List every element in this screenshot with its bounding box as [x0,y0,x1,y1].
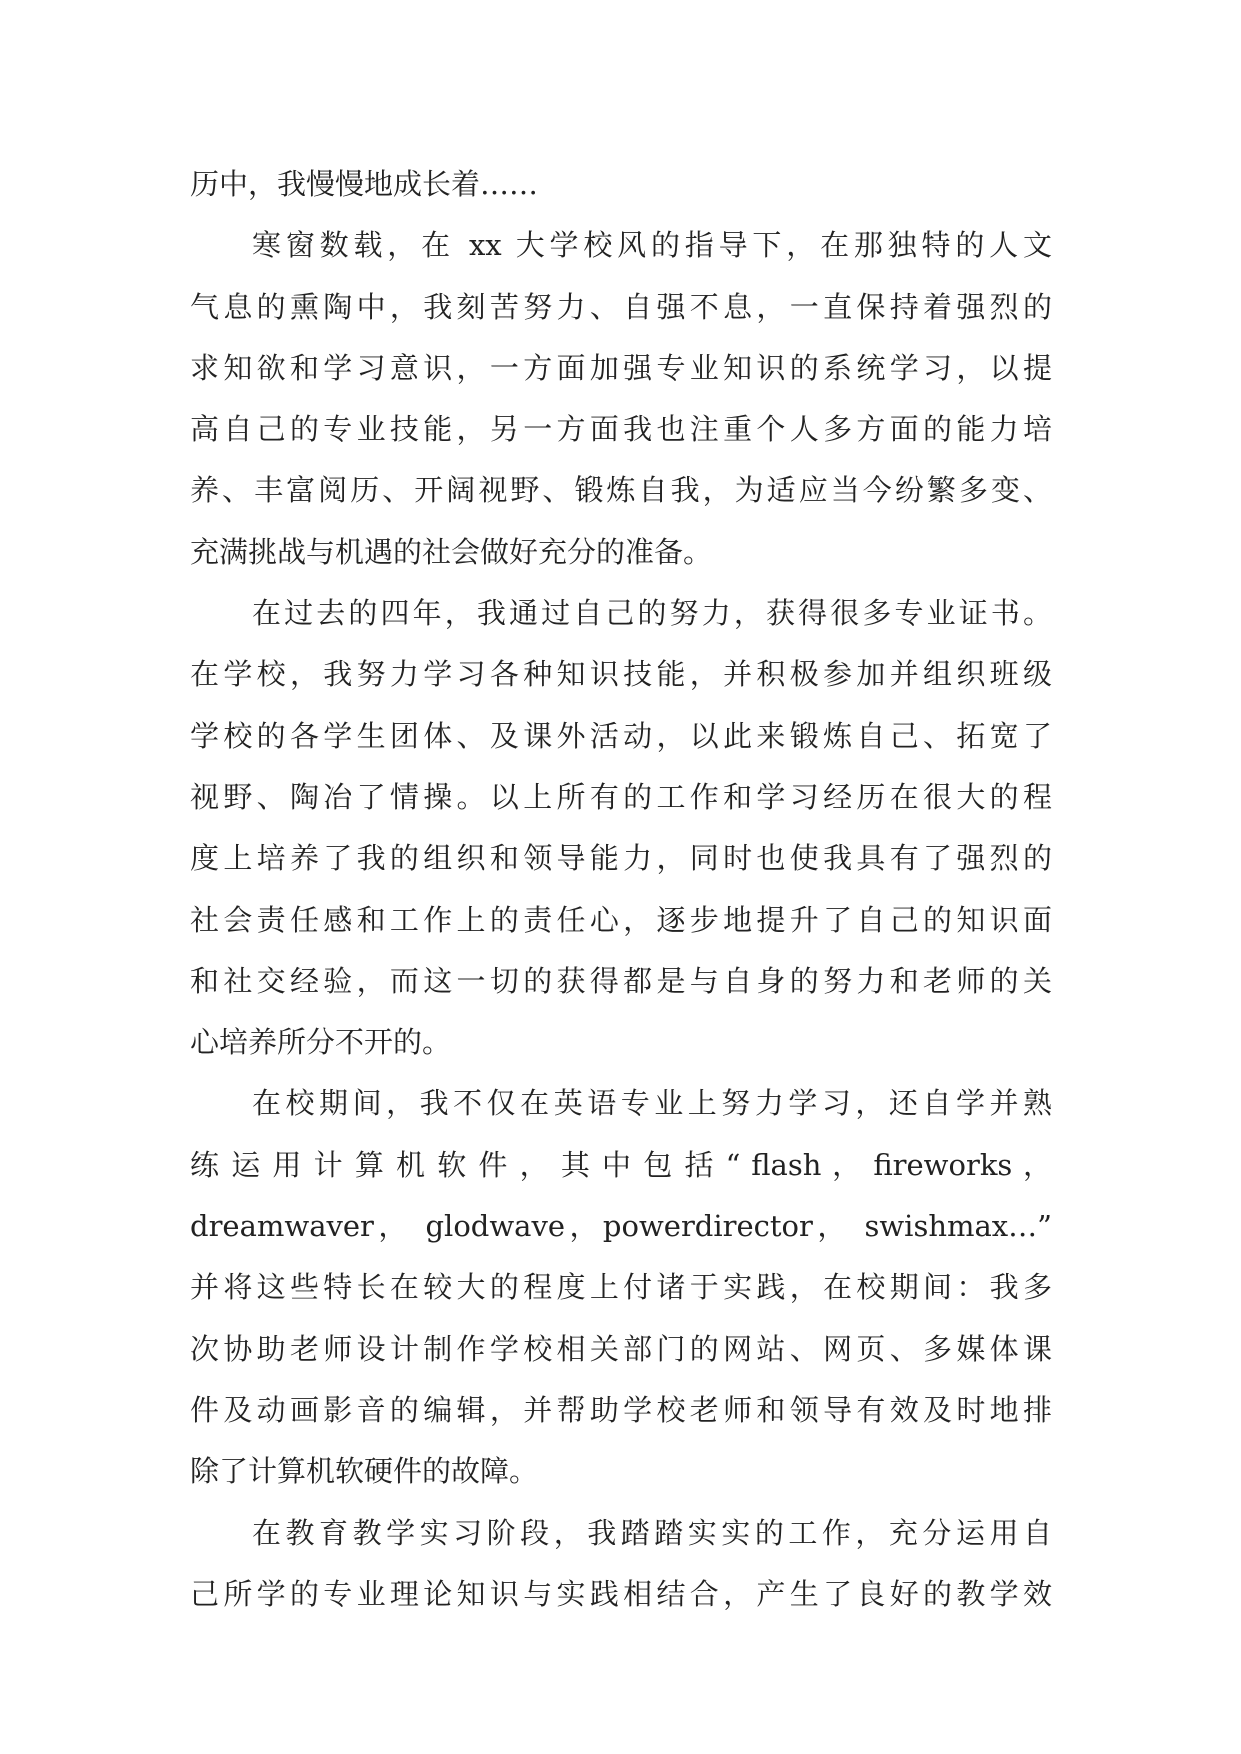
paragraph [190,583,1052,1073]
text-line: 视野、陶冶了情操。以上所有的工作和学习经历在很大的程 [190,779,1052,814]
text-line: 社会责任感和工作上的责任心，逐步地提升了自己的知识面 [190,902,1052,937]
text-line: 气息的熏陶中，我刻苦努力、自强不息，一直保持着强烈的 [190,289,1052,324]
text-line: 度上培养了我的组织和领导能力，同时也使我具有了强烈的 [190,841,1052,876]
text-line: 并将这些特长在较大的程度上付诸于实践，在校期间：我多 [190,1270,1052,1305]
text-line: 养、丰富阅历、开阔视野、锻炼自我，为适应当今纷繁多变、 [190,473,1052,508]
text-line: 充满挑战与机遇的社会做好充分的准备。 [190,534,713,569]
text-line: 练 运 用 计 算 机 软 件 ， 其 中 包 括 “ flash ， fireworks ， [190,1147,1052,1182]
text-line: 寒窗数载，在 xx 大学校风的指导下，在那独特的人文 [252,228,1052,263]
text-line: 心培养所分不开的。 [190,1025,452,1060]
paragraph [190,154,1052,215]
text-line: 在学校，我努力学习各种知识技能，并积极参加并组织班级 [190,657,1052,692]
paragraph [190,215,1052,583]
text-line: 在过去的四年，我通过自己的努力，获得很多专业证书。 [252,596,1052,631]
text-line: 在校期间，我不仅在英语专业上努力学习，还自学并熟 [252,1086,1052,1121]
text-line: 在教育教学实习阶段，我踏踏实实的工作，充分运用自 [252,1515,1052,1550]
paragraph [190,1073,1052,1502]
text-line: 和社交经验，而这一切的获得都是与自身的努力和老师的关 [190,963,1052,998]
paragraph [190,1503,1052,1626]
text-line: 除了计算机软硬件的故障。 [190,1454,539,1489]
text-line: 求知欲和学习意识，一方面加强专业知识的系统学习，以提 [190,350,1052,385]
text-line: 次协助老师设计制作学校相关部门的网站、网页、多媒体课 [190,1331,1052,1366]
text-line: dreamwaver， glodwave，powerdirector， swishmax…” [190,1209,1052,1244]
text-line: 高自己的专业技能，另一方面我也注重个人多方面的能力培 [190,412,1052,447]
text-line: 学校的各学生团体、及课外活动，以此来锻炼自己、拓宽了 [190,718,1052,753]
text-line: 件及动画影音的编辑，并帮助学校老师和领导有效及时地排 [190,1392,1052,1427]
text-line: 历中，我慢慢地成长着…… [190,167,539,201]
text-line: 己所学的专业理论知识与实践相结合，产生了良好的教学效 [190,1576,1052,1611]
document-body [190,154,1052,1625]
